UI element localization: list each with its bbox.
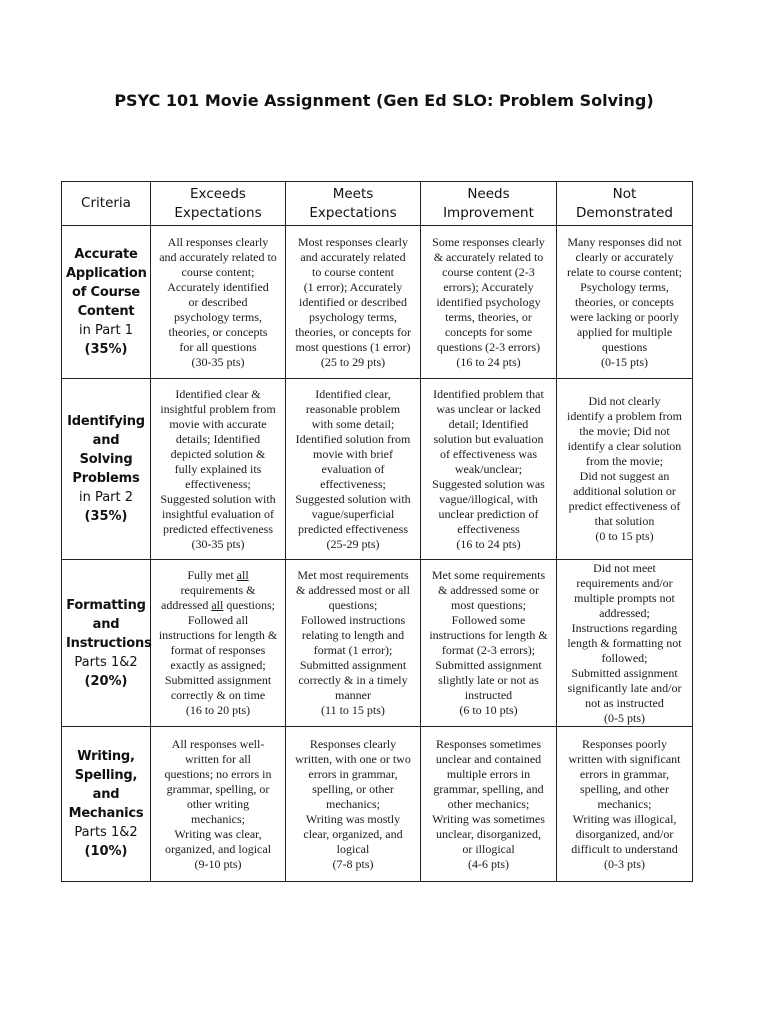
- descriptor-line: grammar, spelling, and: [433, 781, 544, 796]
- descriptor-line: Instructions regarding: [571, 620, 678, 635]
- descriptor-line: (1 error); Accurately: [303, 279, 403, 294]
- descriptor-line: other mechanics;: [447, 796, 530, 811]
- descriptor-line: Followed instructions: [300, 613, 406, 627]
- descriptor-line: was unclear or lacked: [436, 401, 541, 416]
- descriptor-line: vague/illogical, with: [439, 491, 538, 506]
- descriptor-line: and accurately related: [300, 249, 406, 264]
- rubric-row: [62, 560, 693, 727]
- descriptor-line: identified or described: [299, 294, 407, 309]
- header-row: [62, 182, 693, 226]
- descriptor-line: instructions for length &: [429, 628, 548, 642]
- criterion-name: Writing,: [77, 749, 135, 764]
- header-criteria: [62, 182, 151, 226]
- descriptor-line: Fully met all: [187, 568, 249, 582]
- descriptor-line: (7-8 pts): [332, 856, 374, 871]
- descriptor-line: questions: [601, 339, 648, 354]
- criterion-name: Application: [66, 266, 147, 281]
- criterion-name: Problems: [72, 471, 140, 486]
- header-level-label: Expectations: [309, 204, 397, 221]
- descriptor-line: Did not clearly: [588, 394, 661, 408]
- descriptor-line: identify a clear solution: [567, 439, 682, 453]
- descriptor-cell: [421, 727, 557, 882]
- criterion-name: Content: [77, 304, 135, 319]
- descriptor-line: course content;: [181, 264, 255, 279]
- descriptor-line: relating to length and: [301, 628, 405, 642]
- descriptor-line: not as instructed: [585, 695, 664, 710]
- descriptor-line: written, with one or two: [295, 751, 411, 766]
- descriptor-line: (11 to 15 pts): [321, 703, 385, 717]
- descriptor-line: Met some requirements: [431, 568, 546, 582]
- descriptor-line: questions;: [328, 598, 378, 612]
- descriptor-line: Followed all: [187, 613, 249, 627]
- criterion-cell: [62, 560, 151, 727]
- descriptor-line: terms, theories, or: [445, 309, 532, 324]
- header-level-label: Not: [612, 185, 637, 202]
- descriptor-line: Writing was sometimes: [432, 811, 545, 826]
- descriptor-line: most questions;: [450, 598, 526, 612]
- descriptor-line: manner: [335, 688, 371, 702]
- descriptor-line: evaluation of: [321, 461, 385, 476]
- page-title: PSYC 101 Movie Assignment (Gen Ed SLO: Problem Solving): [114, 91, 654, 110]
- descriptor-cell: [421, 560, 557, 727]
- descriptor-line: Submitted assignment: [435, 658, 542, 672]
- header-level-label: Exceeds: [190, 185, 246, 202]
- criterion-cell: [62, 727, 151, 882]
- descriptor-line: effectiveness;: [320, 476, 386, 491]
- descriptor-line: instructions for length &: [158, 628, 278, 642]
- descriptor-line: were lacking or poorly: [570, 309, 679, 324]
- descriptor-cell: [286, 379, 421, 560]
- descriptor-line: additional solution or: [573, 484, 676, 498]
- descriptor-line: (0 to 15 pts): [595, 529, 654, 543]
- descriptor-line: followed;: [601, 650, 648, 665]
- descriptor-line: Responses poorly: [582, 736, 667, 751]
- descriptor-cell: [557, 226, 693, 379]
- descriptor-line: from the movie;: [585, 454, 664, 468]
- descriptor-line: weak/unclear;: [454, 461, 523, 476]
- descriptor-line: format (1 error);: [313, 643, 393, 657]
- criterion-weight: (20%): [84, 673, 128, 689]
- descriptor-line: Identified clear,: [315, 386, 391, 401]
- descriptor-line: Identified clear &: [175, 386, 261, 401]
- descriptor-line: Psychology terms,: [580, 279, 669, 294]
- descriptor-line: to course content: [312, 264, 394, 279]
- descriptor-line: the movie; Did not: [579, 424, 670, 438]
- header-level-1: [286, 182, 421, 226]
- underlined-word: all: [211, 598, 224, 612]
- header-level-label: Improvement: [443, 204, 534, 221]
- descriptor-line: correctly & in a timely: [298, 673, 408, 687]
- descriptor-line: correctly & on time: [170, 688, 266, 702]
- descriptor-cell: [286, 727, 421, 882]
- descriptor-line: Suggested solution with: [160, 491, 276, 506]
- descriptor-line: multiple prompts not: [574, 590, 675, 605]
- descriptor-line: (30-35 pts): [191, 354, 245, 369]
- descriptor-line: Submitted assignment: [299, 658, 407, 672]
- descriptor-line: (16 to 20 pts): [185, 703, 251, 717]
- descriptor-line: format (2-3 errors);: [441, 643, 536, 657]
- criterion-name: Instructions: [66, 635, 152, 651]
- descriptor-line: insightful evaluation of: [162, 506, 274, 521]
- descriptor-line: or illogical: [462, 841, 515, 856]
- descriptor-cell: [286, 560, 421, 727]
- descriptor-line: & addressed most or all: [296, 583, 410, 597]
- descriptor-line: Many responses did not: [567, 234, 682, 249]
- descriptor-line: difficult to understand: [571, 841, 678, 856]
- descriptor-line: & accurately related to: [433, 249, 544, 264]
- header-criteria-label: Criteria: [81, 195, 131, 211]
- descriptor-line: Did not meet: [593, 560, 656, 575]
- descriptor-line: fully explained its: [174, 461, 262, 476]
- descriptor-line: predicted effectiveness: [162, 521, 274, 536]
- descriptor-line: unclear, disorganized,: [436, 826, 541, 841]
- descriptor-cell: [557, 560, 693, 727]
- descriptor-line: written for all: [185, 751, 251, 766]
- descriptor-line: questions; no errors in: [164, 766, 272, 781]
- descriptor-line: identified psychology: [436, 294, 541, 309]
- descriptor-line: Responses sometimes: [436, 736, 541, 751]
- descriptor-line: mechanics;: [191, 811, 245, 826]
- descriptor-line: insightful problem from: [160, 401, 276, 416]
- descriptor-line: Accurately identified: [167, 279, 269, 294]
- descriptor-line: (30-35 pts): [191, 536, 245, 551]
- descriptor-line: details; Identified: [175, 431, 261, 446]
- descriptor-line: Some responses clearly: [432, 234, 545, 249]
- descriptor-line: reasonable problem: [305, 401, 401, 416]
- descriptor-line: of effectiveness was: [439, 446, 538, 461]
- descriptor-line: requirements and/or: [576, 575, 673, 590]
- descriptor-line: unclear prediction of: [438, 506, 539, 521]
- rubric-row: [62, 379, 693, 560]
- header-level-label: Demonstrated: [576, 204, 673, 221]
- descriptor-line: identify a problem from: [567, 409, 682, 423]
- criterion-weight: (35%): [84, 342, 128, 357]
- header-level-label: Meets: [332, 185, 374, 202]
- descriptor-line: concepts for some: [444, 324, 533, 339]
- descriptor-cell: [557, 727, 693, 882]
- descriptor-line: vague/superficial: [311, 506, 395, 521]
- criterion-name: of Course: [71, 285, 140, 300]
- descriptor-line: significantly late and/or: [567, 680, 682, 695]
- descriptor-line: length & formatting not: [567, 635, 682, 650]
- descriptor-line: (0-3 pts): [604, 856, 645, 871]
- descriptor-line: (4-6 pts): [468, 856, 509, 871]
- descriptor-line: or described: [188, 294, 248, 309]
- descriptor-line: Most responses clearly: [298, 234, 408, 249]
- descriptor-cell: [286, 226, 421, 379]
- descriptor-line: errors in grammar,: [579, 766, 670, 781]
- descriptor-line: (16 to 24 pts): [456, 354, 521, 369]
- criterion-cell: [62, 379, 151, 560]
- descriptor-line: exactly as assigned;: [170, 658, 266, 672]
- descriptor-line: mechanics;: [597, 796, 652, 811]
- descriptor-line: Submitted assignment: [571, 665, 678, 680]
- criterion-name: and: [92, 787, 120, 802]
- descriptor-line: (9-10 pts): [194, 856, 242, 871]
- descriptor-line: applied for multiple: [576, 324, 673, 339]
- descriptor-line: other writing: [186, 796, 250, 811]
- descriptor-line: (25 to 29 pts): [320, 354, 386, 369]
- descriptor-line: predicted effectiveness: [297, 521, 409, 536]
- descriptor-line: questions (2-3 errors): [436, 339, 541, 354]
- descriptor-line: Writing was mostly: [305, 811, 401, 826]
- rubric-row: [62, 226, 693, 379]
- criterion-part: Parts 1&2: [74, 825, 138, 840]
- criterion-part: in Part 2: [78, 490, 134, 505]
- descriptor-line: & addressed some or: [438, 583, 539, 597]
- header-level-3: [557, 182, 693, 226]
- descriptor-line: written with significant: [568, 751, 681, 766]
- descriptor-line: theories, or concepts: [575, 294, 674, 309]
- criterion-name: Identifying: [67, 414, 145, 429]
- rubric-table: [61, 181, 693, 882]
- descriptor-line: (0-5 pts): [604, 710, 645, 725]
- descriptor-line: Responses clearly: [309, 736, 397, 751]
- descriptor-line: Submitted assignment: [164, 673, 272, 687]
- descriptor-line: spelling, or other: [312, 781, 394, 796]
- descriptor-line: relate to course content;: [567, 264, 682, 279]
- descriptor-line: course content (2-3: [442, 264, 535, 279]
- descriptor-line: and accurately related to: [159, 249, 277, 264]
- descriptor-cell: [151, 727, 286, 882]
- descriptor-line: errors in grammar,: [308, 766, 398, 781]
- criterion-name: and: [92, 433, 120, 448]
- header-level-label: Expectations: [174, 204, 262, 221]
- descriptor-line: psychology terms,: [174, 309, 262, 324]
- descriptor-line: Did not suggest an: [579, 469, 670, 483]
- descriptor-line: format of responses: [170, 643, 266, 657]
- descriptor-line: for all questions: [179, 339, 257, 354]
- criterion-name: and: [92, 616, 120, 632]
- descriptor-line: clear, organized, and: [303, 826, 403, 841]
- descriptor-line: logical: [336, 841, 370, 856]
- criterion-weight: (10%): [84, 844, 128, 859]
- descriptor-line: requirements &: [180, 583, 256, 597]
- descriptor-line: (0-15 pts): [601, 354, 648, 369]
- descriptor-line: addressed all questions;: [161, 598, 275, 612]
- criterion-name: Accurate: [74, 247, 138, 262]
- descriptor-line: Identified solution from: [295, 431, 411, 446]
- underlined-word: all: [236, 568, 249, 582]
- descriptor-line: All responses well-: [171, 736, 265, 751]
- descriptor-line: Suggested solution with: [295, 491, 411, 506]
- descriptor-line: spelling, and other: [580, 781, 669, 796]
- descriptor-line: (16 to 24 pts): [456, 536, 521, 551]
- descriptor-line: instructed: [464, 688, 513, 702]
- descriptor-line: theories, or concepts: [168, 324, 268, 339]
- header-level-label: Needs: [467, 185, 510, 202]
- descriptor-line: Writing was illogical,: [572, 811, 677, 826]
- descriptor-line: (6 to 10 pts): [459, 703, 518, 717]
- criterion-cell: [62, 226, 151, 379]
- descriptor-line: organized, and logical: [164, 841, 272, 856]
- descriptor-line: detail; Identified: [448, 416, 529, 431]
- descriptor-line: errors); Accurately: [443, 279, 534, 294]
- descriptor-cell: [151, 379, 286, 560]
- descriptor-line: slightly late or not as: [438, 673, 539, 687]
- descriptor-line: mechanics;: [326, 796, 380, 811]
- descriptor-line: (25-29 pts): [326, 536, 380, 551]
- descriptor-line: theories, or concepts for: [295, 324, 411, 339]
- header-level-2: [421, 182, 557, 226]
- criterion-part: in Part 1: [78, 323, 134, 338]
- descriptor-cell: [151, 226, 286, 379]
- criterion-name: Spelling,: [74, 768, 138, 783]
- descriptor-line: disorganized, and/or: [575, 826, 674, 841]
- descriptor-line: grammar, spelling, or: [166, 781, 270, 796]
- descriptor-line: predict effectiveness of: [568, 499, 681, 513]
- descriptor-line: clearly or accurately: [575, 249, 674, 264]
- header-level-0: [151, 182, 286, 226]
- criterion-part: Parts 1&2: [74, 654, 138, 670]
- criterion-name: Mechanics: [68, 806, 144, 821]
- criterion-weight: (35%): [84, 509, 128, 524]
- descriptor-line: All responses clearly: [167, 234, 269, 249]
- descriptor-line: depicted solution &: [170, 446, 266, 461]
- criterion-name: Formatting: [66, 597, 146, 613]
- descriptor-line: with some detail;: [311, 416, 395, 431]
- descriptor-line: multiple errors in: [446, 766, 531, 781]
- descriptor-line: Writing was clear,: [174, 826, 262, 841]
- rubric-body: [62, 182, 693, 882]
- descriptor-line: Followed some: [451, 613, 526, 627]
- descriptor-cell: [557, 379, 693, 560]
- descriptor-cell: [151, 560, 286, 727]
- descriptor-line: solution but evaluation: [433, 431, 544, 446]
- descriptor-line: effectiveness: [457, 521, 520, 536]
- criterion-name: Solving: [79, 452, 133, 467]
- descriptor-cell: [421, 226, 557, 379]
- descriptor-line: Met most requirements: [297, 568, 409, 582]
- descriptor-line: Identified problem that: [433, 386, 544, 401]
- descriptor-line: most questions (1 error): [295, 339, 411, 354]
- rubric-row: [62, 727, 693, 882]
- descriptor-line: Suggested solution was: [432, 476, 545, 491]
- descriptor-line: unclear and contained: [435, 751, 542, 766]
- descriptor-line: movie with accurate: [169, 416, 267, 431]
- descriptor-line: psychology terms,: [309, 309, 397, 324]
- descriptor-line: movie with brief: [313, 446, 393, 461]
- descriptor-line: that solution: [594, 514, 655, 528]
- descriptor-line: addressed;: [599, 605, 650, 620]
- descriptor-cell: [421, 379, 557, 560]
- descriptor-line: effectiveness;: [185, 476, 251, 491]
